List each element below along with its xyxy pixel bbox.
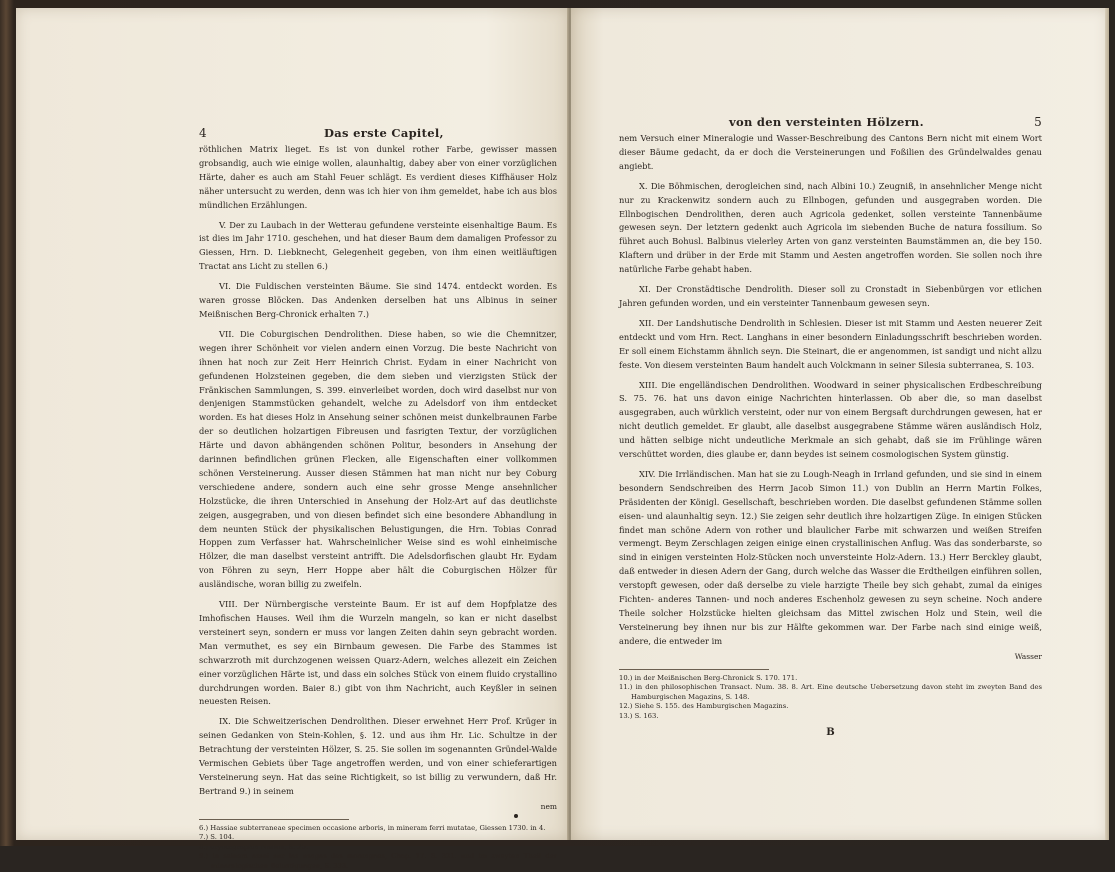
paragraph: X. Die Böhmischen, derogleichen sind, nach Albini 10.) Zeugniß, in ansehnlicher Menge nicht nur zu Krackenwitz sondern auch zu Ellnbogen, gefunden und ausgegraben worden. Die Ellnbogischen Dendrolithen, deren auch Agricola gedenket, sollen versteinte Tannenbäume gewesen seyn. Der letztern gedenkt auch Agricola im siebenden Buche de natura fossilium. So führet auch Bohusl. Balbinus vielerley Arten von ganz versteinten Baumstämmen an, die bey 150. Klaftern und drüber in der Erde mit Stamm und Aesten angetroffen worden. Sie sollen noch ihre natürliche Farbe gehabt haben. bbox=[619, 180, 1042, 275]
footnote: 11.) in den philosophischen Transact. Num. 38. 8. Art. Eine deutsche Uebersetzung davon steht im zweyten Band des Hamburgischen Magazins, S. 148. bbox=[619, 683, 1042, 701]
catchword: Wasser bbox=[1014, 651, 1042, 661]
paragraph: VII. Die Coburgischen Dendrolithen. Diese haben, so wie die Chemnitzer, wegen ihrer Schönheit vor vielen andern einen Vorzug. Die beste Nachricht von ihnen hat noch zur Zeit Herr Heinrich Christ. Eydam in einer Nachricht von gefundenen Holzsteinen gegeben, die dem sieben und vierzigsten Stück der Fränkischen Sammlungen, S. 399. einverleibet worden, doch wird daselbst nur von denjenigen Stammstücken gehandelt, welche zu Adelsdorf von ihm entdecket worden. Es hat dieses Holz in Ansehung seiner schönen meist dunkelbraunen Farbe der so deutlichen holzartigen Fibreusen und fasrigten Textur, der vorzüglichen Härte und davon abhängenden schönen Politur, besonders in Ansehung der darinnen befindlichen grünen Flecken, alle Eigenschaften einer vollkommen schönen Versteinerung. Ausser diesen Stämmen hat man nicht nur bey Coburg verschiedene andere, sondern auch eine sehr grosse Menge ansehnlicher Holzstücke, die ihren Unterschied in Ansehung der Holz-Art auf das deutlichste zeigen, ausgegraben, und von diesen befindet sich eine besondere Abhandlung in dem neunten Stück der physikalischen Belustigungen, die Hrn. Tobias Conrad Hoppen zum Verfasser hat. Wahrscheinlicher Weise sind es wohl einheimische Hölzer, die man daselbst versteint antrifft. Die Adelsdorfischen glaubt Hr. Eydam von Föhren zu seyn, Herr Hoppe aber hält die Coburgischen Hölzer für ausländische, woran billig zu zweifeln. bbox=[199, 328, 557, 590]
footnote: 7.) S. 104. bbox=[199, 833, 235, 842]
footnote: 10.) in der Meißnischen Berg-Chronick S. 170. 171. bbox=[619, 673, 798, 682]
footnote-rule bbox=[199, 819, 349, 820]
running-title: Das erste Capitel, bbox=[324, 126, 444, 140]
page-number: 5 bbox=[1034, 115, 1042, 129]
paragraph: XIV. Die Irrländischen. Man hat sie zu Lough-Neagh in Irrland gefunden, und sie sind in einem besondern Sendschreiben des Herrn Jacob Simon 11.) von Dublin an Herrn Martin Folkes, Präsidenten der Königl. Gesellschaft, beschrieben worden. Die daselbst gefundenen Stämme sollen eisen- und alaunhaltig seyn. 12.) Sie zeigen sehr deutlich ihre holzartigen Züge. In einigen Stücken findet man schöne Adern von rother und blaulicher Farbe mit schwarzen und weißen Streifen vermengt. Beym Zerschlagen zeigen einige einen crystallinischen Anflug. Was das sonderbarste, so sind in einigen versteinten Holz-Stücken noch unversteinte Holz-Adern. 13.) Herr Berckley glaubt, daß entweder in diesen Adern der Gang, durch welche das Wasser die Erdtheilgen einführen sollen, verstopft gewesen, oder daß derselbe zu viele harzigte Theile bey sich gehabt, zumal da einiges Fichten- anderes Tannen- und noch anderes Eschenholz gewesen zu seyn scheine. Noch andere Theile solcher Holzstücke hielten gleichsam das Mittel zwischen Holz und Stein, weil die Versteinerung bey ihnen nur bis zur Hälfte gekommen war. Der Farbe nach sind einige weiß, andere, die entweder im bbox=[619, 468, 1042, 646]
footnote: 8.) oryctographia Norica, S. 25. bbox=[199, 842, 309, 851]
paragraph: nem Versuch einer Mineralogie und Wasser-Beschreibung des Cantons Bern nicht mit einem Wort dieser Bäume gedacht, da er doch die Versteinerungen und Foßilien des Gründelwaldes genau angiebt. bbox=[619, 133, 1042, 171]
footnote: 12.) Siehe S. 155. des Hamburgischen Magazins. bbox=[619, 702, 789, 711]
footnote: 13.) S. 163. bbox=[619, 712, 659, 720]
right-page bbox=[571, 8, 1109, 840]
paragraph: XIII. Die engelländischen Dendrolithen. Woodward in seiner physicalischen Erdbeschreibung S. 75. 76. hat uns davon einige Nachrichten hinterlassen. Ob aber die, so man daselbst ausgegraben, auch würklich versteint, oder nur von einem Bergsaft durchdrungen gewesen, hat er nicht deutlich gemeldet. Er glaubt, alle daselbst ausgegrabene Stämme wären ausländisch Holz, und hätten selbige nicht undeutliche Merkmale an sich gehabt, daß sie im Frühlinge wären verschüttet worden, dies glaube er, dann beydes ist seinem cosmologischen System günstig. bbox=[619, 379, 1042, 460]
left-page bbox=[16, 8, 569, 871]
catchword: nem bbox=[540, 801, 557, 811]
signature-mark: B bbox=[826, 726, 835, 738]
paragraph: XII. Der Landshutische Dendrolith in Schlesien. Dieser ist mit Stamm und Aesten neuerer Zeit entdeckt und vom Hrn. Rect. Langhans in einer besondern Einladungsschrift beschrieben worden. Er soll einem Eichstamm ähnlich seyn. Die Steinart, die er angenommen, ist sandigt und nicht allzu feste. Von diesem versteinten Baum handelt auch Volckmann in seiner Silesia subterranea, S. 103. bbox=[619, 317, 1042, 370]
paragraph: röthlichen Matrix lieget. Es ist von dunkel rother Farbe, gewisser massen grobsandig, auch wie einige wollen, alaunhaltig, dabey aber von einer vorzüglichen Härte, daher es auch am Stahl Feuer schlägt. Es verdient dieses Kiffhäuser Holz näher untersucht zu werden, denn was ich hier von ihm gemeldet, habe ich aus blos mündlichen Erzählungen. bbox=[199, 144, 557, 210]
left-page-header bbox=[199, 127, 557, 143]
page-number: 4 bbox=[199, 126, 207, 140]
paragraph: VIII. Der Nürnbergische versteinte Baum. Er ist auf dem Hopfplatze des Imhofischen Hauses. Weil ihm die Wurzeln mangeln, so kan er nicht daselbst versteinert seyn, sondern er muss vor langen Zeiten dahin seyn gebracht worden. Man vermuthet, es sey ein Birnbaum gewesen. Die Farbe des Stammes ist schwarzroth mit durchzogenen weissen Quarz-Adern, welches allezeit ein Zeichen einer vorzüglichen Härte ist, und dass ein solches Stück von einem fluido crystallino durchdrungen worden. Baier 8.) gibt von ihm Nachricht, auch Keyßler in seinen neuesten Reisen. bbox=[199, 599, 557, 707]
paragraph: VI. Die Fuldischen versteinten Bäume. Sie sind 1474. entdeckt worden. Es waren grosse Blöcken. Das Andenken derselben hat uns Albinus in seiner Meißnischen Berg-Chronick erhalten 7.) bbox=[199, 281, 557, 319]
paragraph: IX. Die Schweitzerischen Dendrolithen. Dieser erwehnet Herr Prof. Krüger in seinen Gedanken von Stein-Kohlen, §. 12. und aus ihm Hr. Lic. Schultze in der Betrachtung der versteinten Hölzer, S. 25. Sie sollen im sogenannten Gründel-Walde Vermischen Gebiets über Tage angetroffen werden, und von einer schieferartigen Versteinerung seyn. Hat das seine Richtigkeit, so ist billig zu verwundern, daß Hr. Bertrand 9.) in seinem bbox=[199, 716, 557, 796]
footnote: 6.) Hassiae subterraneae specimen occasione arboris, in mineram ferri mutatae, Giessen 1730. in 4. bbox=[199, 823, 546, 832]
ink-spot bbox=[514, 814, 518, 818]
paragraph: V. Der zu Laubach in der Wetterau gefundene versteinte eisenhaltige Baum. Es ist dies im Jahr 1710. geschehen, und hat dieser Baum dem damaligen Professor zu Giessen, Hrn. D. Liebknecht, Gelegenheit gegeben, von ihm einen weitläuftigen Tractat ans Licht zu stellen 6.) bbox=[199, 219, 557, 272]
right-page-content bbox=[619, 116, 1042, 740]
footnote: 9.) in seinem essai sur les usages des montagnes, Chap. 17. S. 321. und im zweyten Theil der mineralogischen Belustigungen, S. 333. bbox=[199, 852, 557, 871]
paragraph: XI. Der Cronstädtische Dendrolith. Dieser soll zu Cronstadt in Siebenbürgen vor etlichen Jahren gefunden worden, und ein versteinter Tannenbaum gewesen seyn. bbox=[619, 284, 1042, 308]
running-title: von den versteinten Hölzern. bbox=[729, 115, 924, 129]
footnote-rule bbox=[619, 669, 769, 670]
right-page-header bbox=[619, 116, 1042, 132]
page-edge bbox=[1105, 8, 1109, 840]
left-page-content bbox=[199, 127, 557, 872]
